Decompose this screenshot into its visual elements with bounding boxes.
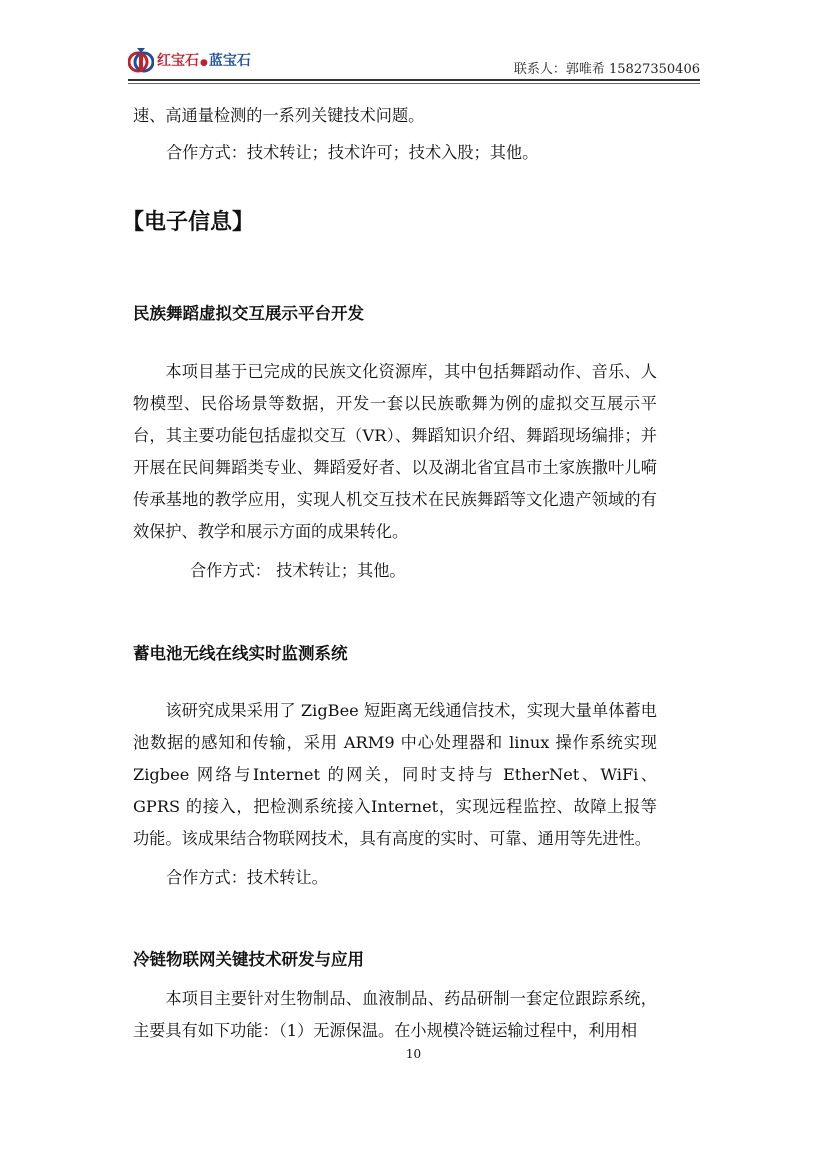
header-rule-thin [128, 83, 700, 84]
item-title-battery-monitor: 蓄电池无线在线实时监测系统 [133, 644, 348, 663]
company-logo [128, 46, 251, 74]
item-body-cold-chain: 本项目主要针对生物制品、血液制品、药品研制一套定位跟踪系统，主要具有如下功能：（1）无源保温。在小规模冷链运输过程中，利用相 [133, 989, 657, 1040]
page-header [128, 42, 700, 82]
header-rule [128, 79, 700, 81]
item-coop-battery-monitor: 合作方式：技术转让。 [166, 868, 328, 887]
logo-text [157, 50, 251, 70]
page-number: 10 [405, 1047, 422, 1061]
intro-cooperation: 合作方式：技术转让；技术许可；技术入股；其他。 [166, 143, 539, 162]
contact-info: 联系人：郭唯希 15827350406 [513, 62, 700, 77]
item-coop-dance-platform: 合作方式： 技术转让；其他。 [190, 561, 406, 580]
item-body-dance-platform: 本项目基于已完成的民族文化资源库，其中包括舞蹈动作、音乐、人物模型、民俗场景等数据，开发一套以民族歌舞为例的虚拟交互展示平台，其主要功能包括虚拟交互（VR）、舞蹈知识介绍、舞蹈现场编排；并开展在民间舞蹈类专业、舞蹈爱好者、以及湖北省宜昌市土家族撒叶儿嗬传承基地的教学应用，实现人机交互技术在民族舞蹈等文化遗产领域的有效保护、教学和展示方面的成果转化。 [133, 362, 657, 541]
item-body-battery-monitor: 该研究成果采用了 ZigBee 短距离无线通信技术，实现大量单体蓄电池数据的感知和传输，采用 ARM9 中心处理器和 linux 操作系统实现 Zigbee 网络与Internet 的网关，同时支持与 EtherNet、WiFi、GPRS 的接入，把检测系统接入Internet，实现远程监控、故障上报等功能。该成果结合物联网技术，具有高度的实时、可靠、通用等先进性。 [133, 701, 657, 848]
intro-continuation: 速、高通量检测的一系列关键技术问题。 [133, 106, 425, 125]
logo-text-blue: 蓝宝石 [208, 53, 251, 69]
item-title-dance-platform: 民族舞蹈虚拟交互展示平台开发 [133, 304, 364, 323]
logo-text-red: 红宝石 [157, 53, 199, 69]
ruby-sapphire-logo-icon [128, 47, 154, 73]
item-title-cold-chain: 冷链物联网关键技术研发与应用 [133, 950, 364, 969]
logo-separator: ● [200, 58, 208, 68]
section-title: 【电子信息】 [122, 210, 255, 235]
